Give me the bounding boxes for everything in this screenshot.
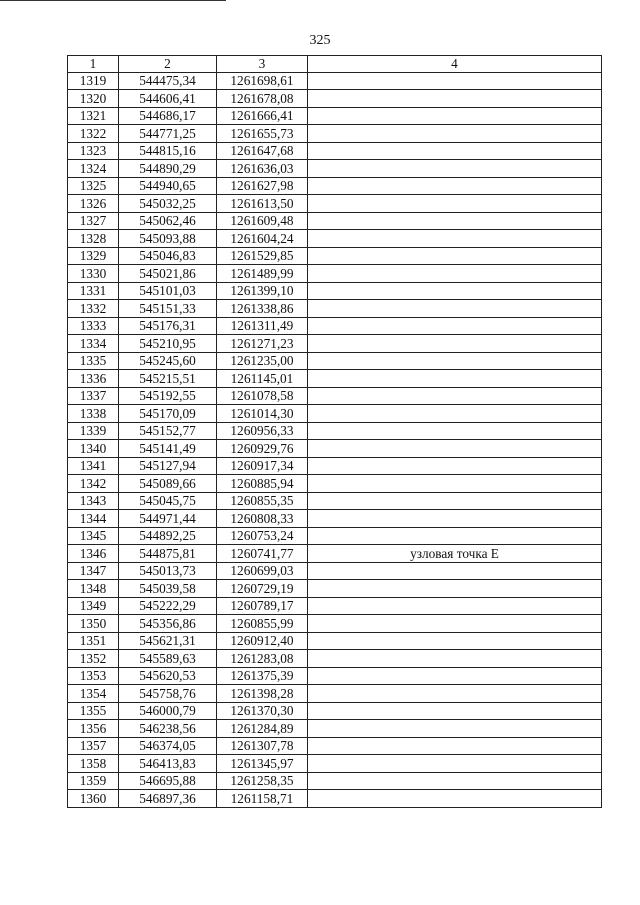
y-coordinate-cell: 1261271,23 [217, 335, 308, 353]
y-coordinate-cell: 1261158,71 [217, 790, 308, 808]
note-cell [308, 72, 602, 90]
note-cell: узловая точка Е [308, 545, 602, 563]
column-header-1: 1 [68, 56, 119, 73]
y-coordinate-cell: 1261613,50 [217, 195, 308, 213]
point-number-cell: 1352 [68, 650, 119, 668]
table-row [68, 650, 602, 668]
point-number-cell: 1328 [68, 230, 119, 248]
x-coordinate-cell: 545127,94 [119, 457, 217, 475]
point-number-cell: 1350 [68, 615, 119, 633]
table-row [68, 370, 602, 388]
x-coordinate-cell: 545758,76 [119, 685, 217, 703]
table-row [68, 457, 602, 475]
table-row [68, 282, 602, 300]
point-number-cell: 1357 [68, 737, 119, 755]
x-coordinate-cell: 545062,46 [119, 212, 217, 230]
y-coordinate-cell: 1261398,28 [217, 685, 308, 703]
x-coordinate-cell: 545215,51 [119, 370, 217, 388]
y-coordinate-cell: 1261338,86 [217, 300, 308, 318]
y-coordinate-cell: 1260741,77 [217, 545, 308, 563]
x-coordinate-cell: 545620,53 [119, 667, 217, 685]
point-number-cell: 1340 [68, 440, 119, 458]
table-row [68, 405, 602, 423]
note-cell [308, 230, 602, 248]
point-number-cell: 1360 [68, 790, 119, 808]
x-coordinate-cell: 544686,17 [119, 107, 217, 125]
x-coordinate-cell: 545151,33 [119, 300, 217, 318]
y-coordinate-cell: 1261145,01 [217, 370, 308, 388]
y-coordinate-cell: 1261370,30 [217, 702, 308, 720]
point-number-cell: 1333 [68, 317, 119, 335]
x-coordinate-cell: 545170,09 [119, 405, 217, 423]
y-coordinate-cell: 1261698,61 [217, 72, 308, 90]
note-cell [308, 125, 602, 143]
x-coordinate-cell: 545141,49 [119, 440, 217, 458]
point-number-cell: 1349 [68, 597, 119, 615]
table-row [68, 212, 602, 230]
table-row [68, 545, 602, 563]
note-cell [308, 755, 602, 773]
top-rule [0, 0, 226, 1]
table-row [68, 720, 602, 738]
x-coordinate-cell: 546000,79 [119, 702, 217, 720]
x-coordinate-cell: 545046,83 [119, 247, 217, 265]
point-number-cell: 1324 [68, 160, 119, 178]
table-row [68, 597, 602, 615]
note-cell [308, 772, 602, 790]
y-coordinate-cell: 1261604,24 [217, 230, 308, 248]
table-row [68, 72, 602, 90]
x-coordinate-cell: 545356,86 [119, 615, 217, 633]
note-cell [308, 160, 602, 178]
y-coordinate-cell: 1261078,58 [217, 387, 308, 405]
table-row [68, 195, 602, 213]
x-coordinate-cell: 544940,65 [119, 177, 217, 195]
point-number-cell: 1326 [68, 195, 119, 213]
y-coordinate-cell: 1261284,89 [217, 720, 308, 738]
point-number-cell: 1341 [68, 457, 119, 475]
x-coordinate-cell: 545589,63 [119, 650, 217, 668]
table-row [68, 125, 602, 143]
point-number-cell: 1345 [68, 527, 119, 545]
point-number-cell: 1348 [68, 580, 119, 598]
x-coordinate-cell: 545045,75 [119, 492, 217, 510]
note-cell [308, 440, 602, 458]
point-number-cell: 1339 [68, 422, 119, 440]
table-row [68, 160, 602, 178]
point-number-cell: 1351 [68, 632, 119, 650]
point-number-cell: 1325 [68, 177, 119, 195]
note-cell [308, 632, 602, 650]
point-number-cell: 1327 [68, 212, 119, 230]
x-coordinate-cell: 545222,29 [119, 597, 217, 615]
point-number-cell: 1355 [68, 702, 119, 720]
x-coordinate-cell: 544875,81 [119, 545, 217, 563]
y-coordinate-cell: 1261014,30 [217, 405, 308, 423]
note-cell [308, 615, 602, 633]
note-cell [308, 265, 602, 283]
note-cell [308, 247, 602, 265]
note-cell [308, 720, 602, 738]
x-coordinate-cell: 544971,44 [119, 510, 217, 528]
table-row [68, 562, 602, 580]
table-row [68, 685, 602, 703]
y-coordinate-cell: 1260855,99 [217, 615, 308, 633]
x-coordinate-cell: 545021,86 [119, 265, 217, 283]
x-coordinate-cell: 545032,25 [119, 195, 217, 213]
x-coordinate-cell: 545152,77 [119, 422, 217, 440]
point-number-cell: 1337 [68, 387, 119, 405]
point-number-cell: 1335 [68, 352, 119, 370]
y-coordinate-cell: 1260789,17 [217, 597, 308, 615]
note-cell [308, 667, 602, 685]
point-number-cell: 1330 [68, 265, 119, 283]
y-coordinate-cell: 1261307,78 [217, 737, 308, 755]
table-body [68, 72, 602, 807]
table-row [68, 317, 602, 335]
point-number-cell: 1323 [68, 142, 119, 160]
note-cell [308, 142, 602, 160]
x-coordinate-cell: 546374,05 [119, 737, 217, 755]
point-number-cell: 1359 [68, 772, 119, 790]
x-coordinate-cell: 546695,88 [119, 772, 217, 790]
note-cell [308, 492, 602, 510]
point-number-cell: 1346 [68, 545, 119, 563]
point-number-cell: 1334 [68, 335, 119, 353]
y-coordinate-cell: 1261647,68 [217, 142, 308, 160]
x-coordinate-cell: 544892,25 [119, 527, 217, 545]
point-number-cell: 1321 [68, 107, 119, 125]
x-coordinate-cell: 544606,41 [119, 90, 217, 108]
y-coordinate-cell: 1261636,03 [217, 160, 308, 178]
y-coordinate-cell: 1261399,10 [217, 282, 308, 300]
point-number-cell: 1356 [68, 720, 119, 738]
column-header-2: 2 [119, 56, 217, 73]
y-coordinate-cell: 1261678,08 [217, 90, 308, 108]
x-coordinate-cell: 546413,83 [119, 755, 217, 773]
point-number-cell: 1344 [68, 510, 119, 528]
point-number-cell: 1358 [68, 755, 119, 773]
point-number-cell: 1320 [68, 90, 119, 108]
note-cell [308, 702, 602, 720]
point-number-cell: 1319 [68, 72, 119, 90]
y-coordinate-cell: 1260808,33 [217, 510, 308, 528]
x-coordinate-cell: 545101,03 [119, 282, 217, 300]
y-coordinate-cell: 1261489,99 [217, 265, 308, 283]
table-row [68, 440, 602, 458]
y-coordinate-cell: 1261283,08 [217, 650, 308, 668]
note-cell [308, 90, 602, 108]
table-row [68, 230, 602, 248]
table-row [68, 352, 602, 370]
table-row [68, 90, 602, 108]
y-coordinate-cell: 1260729,19 [217, 580, 308, 598]
note-cell [308, 195, 602, 213]
note-cell [308, 562, 602, 580]
y-coordinate-cell: 1260917,34 [217, 457, 308, 475]
y-coordinate-cell: 1261529,85 [217, 247, 308, 265]
note-cell [308, 510, 602, 528]
point-number-cell: 1329 [68, 247, 119, 265]
table-row [68, 387, 602, 405]
y-coordinate-cell: 1261375,39 [217, 667, 308, 685]
x-coordinate-cell: 545093,88 [119, 230, 217, 248]
table-row [68, 422, 602, 440]
column-header-3: 3 [217, 56, 308, 73]
note-cell [308, 107, 602, 125]
table-row [68, 335, 602, 353]
x-coordinate-cell: 545089,66 [119, 475, 217, 493]
table-row [68, 527, 602, 545]
table-row [68, 702, 602, 720]
point-number-cell: 1322 [68, 125, 119, 143]
point-number-cell: 1347 [68, 562, 119, 580]
note-cell [308, 475, 602, 493]
x-coordinate-cell: 544771,25 [119, 125, 217, 143]
y-coordinate-cell: 1261345,97 [217, 755, 308, 773]
table-row [68, 580, 602, 598]
table-row [68, 755, 602, 773]
x-coordinate-cell: 545039,58 [119, 580, 217, 598]
table-header-row [68, 56, 602, 73]
y-coordinate-cell: 1260855,35 [217, 492, 308, 510]
x-coordinate-cell: 545210,95 [119, 335, 217, 353]
table-row [68, 107, 602, 125]
table-row [68, 177, 602, 195]
table-row [68, 247, 602, 265]
x-coordinate-cell: 545245,60 [119, 352, 217, 370]
point-number-cell: 1331 [68, 282, 119, 300]
note-cell [308, 300, 602, 318]
y-coordinate-cell: 1261666,41 [217, 107, 308, 125]
y-coordinate-cell: 1260699,03 [217, 562, 308, 580]
note-cell [308, 370, 602, 388]
note-cell [308, 282, 602, 300]
point-number-cell: 1336 [68, 370, 119, 388]
coordinates-table [67, 55, 602, 808]
point-number-cell: 1342 [68, 475, 119, 493]
table-row [68, 632, 602, 650]
column-header-4: 4 [308, 56, 602, 73]
y-coordinate-cell: 1260956,33 [217, 422, 308, 440]
table-row [68, 142, 602, 160]
x-coordinate-cell: 545621,31 [119, 632, 217, 650]
note-cell [308, 422, 602, 440]
note-cell [308, 527, 602, 545]
note-cell [308, 405, 602, 423]
x-coordinate-cell: 544890,29 [119, 160, 217, 178]
table-row [68, 737, 602, 755]
y-coordinate-cell: 1261258,35 [217, 772, 308, 790]
table-row [68, 667, 602, 685]
x-coordinate-cell: 544475,34 [119, 72, 217, 90]
note-cell [308, 177, 602, 195]
point-number-cell: 1353 [68, 667, 119, 685]
table-row [68, 300, 602, 318]
note-cell [308, 317, 602, 335]
table-row [68, 492, 602, 510]
table-row [68, 510, 602, 528]
y-coordinate-cell: 1261655,73 [217, 125, 308, 143]
note-cell [308, 597, 602, 615]
table-row [68, 790, 602, 808]
y-coordinate-cell: 1261235,00 [217, 352, 308, 370]
note-cell [308, 387, 602, 405]
y-coordinate-cell: 1260753,24 [217, 527, 308, 545]
note-cell [308, 790, 602, 808]
y-coordinate-cell: 1260912,40 [217, 632, 308, 650]
table-row [68, 265, 602, 283]
note-cell [308, 352, 602, 370]
note-cell [308, 650, 602, 668]
table-row [68, 615, 602, 633]
note-cell [308, 737, 602, 755]
table-row [68, 772, 602, 790]
point-number-cell: 1338 [68, 405, 119, 423]
note-cell [308, 335, 602, 353]
y-coordinate-cell: 1260929,76 [217, 440, 308, 458]
note-cell [308, 457, 602, 475]
table-row [68, 475, 602, 493]
x-coordinate-cell: 546897,36 [119, 790, 217, 808]
note-cell [308, 580, 602, 598]
point-number-cell: 1332 [68, 300, 119, 318]
page-number: 325 [309, 33, 331, 48]
x-coordinate-cell: 546238,56 [119, 720, 217, 738]
x-coordinate-cell: 544815,16 [119, 142, 217, 160]
point-number-cell: 1354 [68, 685, 119, 703]
y-coordinate-cell: 1261609,48 [217, 212, 308, 230]
y-coordinate-cell: 1261627,98 [217, 177, 308, 195]
x-coordinate-cell: 545013,73 [119, 562, 217, 580]
point-number-cell: 1343 [68, 492, 119, 510]
note-cell [308, 685, 602, 703]
y-coordinate-cell: 1260885,94 [217, 475, 308, 493]
note-cell [308, 212, 602, 230]
x-coordinate-cell: 545192,55 [119, 387, 217, 405]
x-coordinate-cell: 545176,31 [119, 317, 217, 335]
y-coordinate-cell: 1261311,49 [217, 317, 308, 335]
